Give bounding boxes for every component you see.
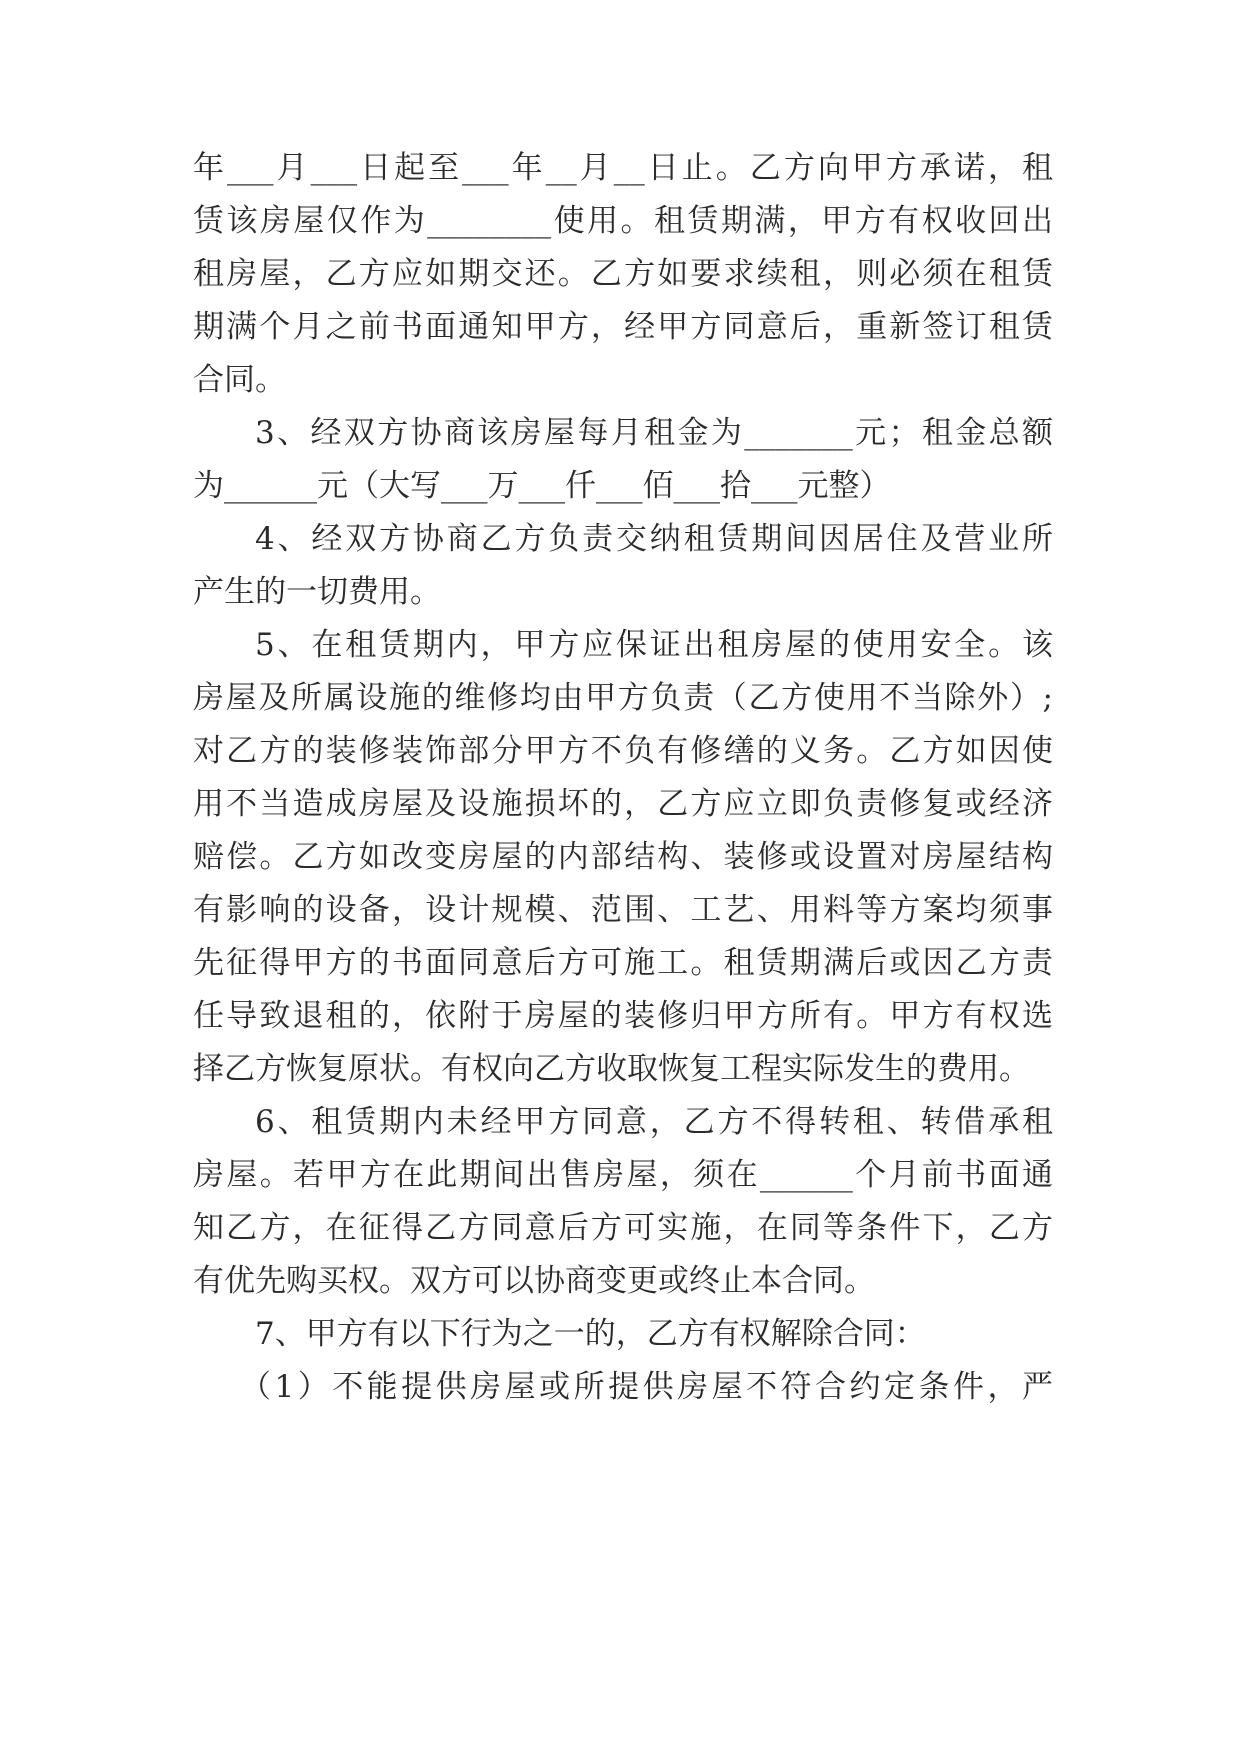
clause-5-line-4: 用不当造成房屋及设施损坏的，乙方应立即负责修复或经济	[193, 786, 1053, 822]
clause-5-line-9: 择乙方恢复原状。有权向乙方收取恢复工程实际发生的费用。	[193, 1051, 1030, 1087]
clause-5-line-6: 有影响的设备，设计规模、范围、工艺、用料等方案均须事	[193, 892, 1053, 928]
clause-3-line-2: 为______元（大写___万___仟___佰___拾___元整）	[193, 468, 891, 504]
text-line-3: 租房屋，乙方应如期交还。乙方如要求续租，则必须在租赁	[193, 256, 1053, 292]
clause-7-item-1: （1）不能提供房屋或所提供房屋不符合约定条件，严	[240, 1369, 1053, 1405]
text-line-5: 合同。	[193, 362, 286, 398]
clause-5-line-3: 对乙方的装修装饰部分甲方不负有修缮的义务。乙方如因使	[193, 733, 1053, 769]
clause-5-line-5: 赔偿。乙方如改变房屋的内部结构、装修或设置对房屋结构	[193, 839, 1053, 875]
clause-6-line-3: 知乙方，在征得乙方同意后方可实施，在同等条件下，乙方	[193, 1210, 1053, 1246]
clause-5-line-8: 任导致退租的，依附于房屋的装修归甲方所有。甲方有权选	[193, 998, 1053, 1034]
clause-6-line-4: 有优先购买权。双方可以协商变更或终止本合同。	[193, 1263, 875, 1299]
clause-5-line-7: 先征得甲方的书面同意后方可施工。租赁期满后或因乙方责	[193, 945, 1053, 981]
text-line-2: 赁该房屋仅作为________使用。租赁期满，甲方有权收回出	[193, 203, 1053, 239]
text-line-4: 期满个月之前书面通知甲方，经甲方同意后，重新签订租赁	[193, 309, 1053, 345]
clause-6-line-2: 房屋。若甲方在此期间出售房屋，须在______个月前书面通	[193, 1157, 1053, 1193]
clause-4-line-2: 产生的一切费用。	[193, 574, 441, 610]
clause-6-line-1: 6、租赁期内未经甲方同意，乙方不得转租、转借承租	[255, 1104, 1053, 1140]
clause-5-line-1: 5、在租赁期内，甲方应保证出租房屋的使用安全。该	[255, 627, 1053, 663]
clause-5-line-2: 房屋及所属设施的维修均由甲方负责（乙方使用不当除外）;	[193, 680, 1053, 716]
clause-3-line-1: 3、经双方协商该房屋每月租金为_______元；租金总额	[255, 415, 1053, 451]
clause-7-line-1: 7、甲方有以下行为之一的，乙方有权解除合同：	[255, 1316, 926, 1352]
clause-4-line-1: 4、经双方协商乙方负责交纳租赁期间因居住及营业所	[255, 521, 1053, 557]
text-line-1: 年___月___日起至___年__月__日止。乙方向甲方承诺，租	[193, 150, 1053, 186]
